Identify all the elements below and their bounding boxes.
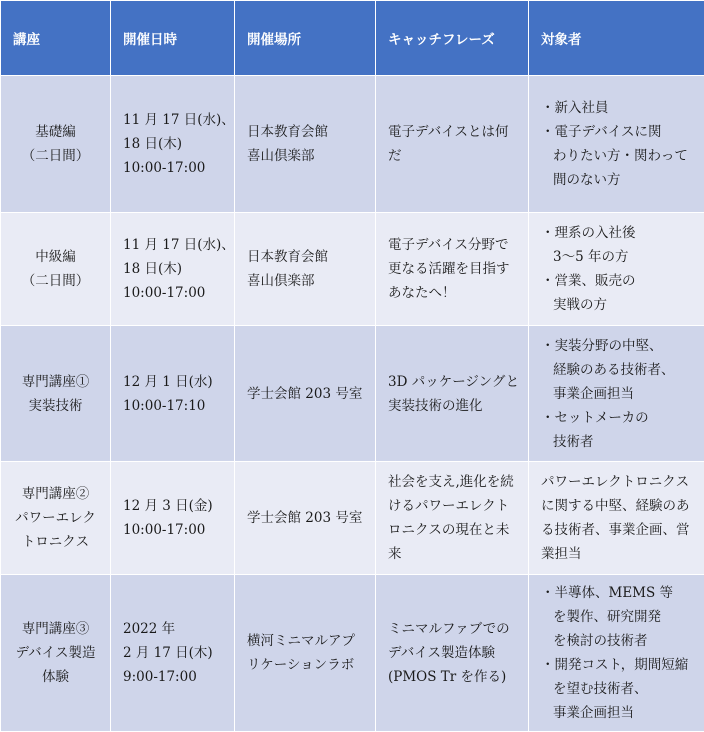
target-line: パワーエレクトロニクス: [541, 470, 696, 494]
catchphrase-line: 電子デバイスとは何: [388, 120, 520, 144]
header-venue: 開催場所: [235, 1, 376, 76]
target-bullet: [541, 96, 696, 120]
venue-line: 日本教育会館: [247, 245, 367, 269]
target-line: 技術者: [541, 430, 696, 454]
course-subtitle: パワーエレク: [7, 506, 104, 530]
target-line: ・ 電子デバイスに関: [541, 120, 696, 144]
target-line: ・ 新入社員: [541, 96, 696, 120]
venue-line: 日本教育会館: [247, 120, 367, 144]
table-row: [1, 326, 704, 462]
target-bullet: [541, 653, 696, 725]
target-line: に関する中堅、経験のあ: [541, 494, 696, 518]
venue-cell: [235, 213, 376, 326]
datetime-line: 10:00-17:10: [123, 394, 226, 418]
course-subtitle: 体験: [7, 665, 104, 689]
target-cell: [529, 326, 704, 462]
datetime-line: 2 月 17 日(木): [123, 641, 226, 665]
target-line: ・ セットメーカの: [541, 406, 696, 430]
target-cell: [529, 76, 704, 213]
catchphrase-line: デバイス製造体験: [388, 641, 520, 665]
catchphrase-line: ミニマルファブでの: [388, 617, 520, 641]
catchphrase-line: だ: [388, 144, 520, 168]
target-line: を製作、研究開発: [541, 605, 696, 629]
table-row: [1, 76, 704, 213]
target-bullet: [541, 334, 696, 406]
datetime-line: 10:00-17:00: [123, 281, 226, 305]
course-name: 基礎編: [7, 120, 104, 144]
datetime-line: 11 月 17 日(水)、: [123, 233, 226, 257]
course-name: 専門講座③: [7, 617, 104, 641]
course-duration: （二日間）: [7, 144, 104, 168]
catchphrase-line: 更なる活躍を目指す: [388, 257, 520, 281]
course-cell: [1, 575, 111, 732]
datetime-line: 11 月 17 日(水)、: [123, 108, 226, 132]
target-line: 業担当: [541, 542, 696, 566]
header-datetime: 開催日時: [111, 1, 235, 76]
target-line: ・ 開発コスト，期間短縮: [541, 653, 696, 677]
target-line: 3～5 年の方: [541, 245, 696, 269]
target-bullet: [541, 269, 696, 317]
catchphrase-line: 電子デバイス分野で: [388, 233, 520, 257]
venue-line: 学士会館 203 号室: [247, 382, 367, 406]
datetime-line: 10:00-17:00: [123, 156, 226, 180]
catchphrase-line: けるパワーエレクト: [388, 494, 520, 518]
datetime-line: 12 月 1 日(水): [123, 370, 226, 394]
catchphrase-line: あなたへ！: [388, 281, 520, 305]
venue-line: 学士会館 203 号室: [247, 506, 367, 530]
catchphrase-line: ロニクスの現在と未: [388, 518, 520, 542]
course-cell: [1, 326, 111, 462]
target-cell: [529, 575, 704, 732]
venue-line: 横河ミニマルアプ: [247, 629, 367, 653]
target-line: る技術者、事業企画、営: [541, 518, 696, 542]
target-line: ・ 営業、販売の: [541, 269, 696, 293]
table-row: [1, 213, 704, 326]
catchphrase-cell: [376, 213, 529, 326]
course-subtitle: 実装技術: [7, 394, 104, 418]
header-row: [1, 1, 704, 76]
datetime-line: 12 月 3 日(金): [123, 494, 226, 518]
datetime-line: 10:00-17:00: [123, 518, 226, 542]
catchphrase-line: 来: [388, 542, 520, 566]
course-name: 専門講座②: [7, 482, 104, 506]
course-cell: [1, 213, 111, 326]
table-row: [1, 575, 704, 732]
target-bullet: [541, 221, 696, 269]
catchphrase-line: (PMOS Tr を作る): [388, 665, 520, 689]
course-subtitle: デバイス製造: [7, 641, 104, 665]
target-line: ・ 理系の入社後: [541, 221, 696, 245]
catchphrase-cell: [376, 76, 529, 213]
target-cell: [529, 462, 704, 575]
header-catchphrase: キャッチフレーズ: [376, 1, 529, 76]
course-duration: （二日間）: [7, 269, 104, 293]
target-bullet: [541, 406, 696, 454]
venue-line: 喜山倶楽部: [247, 144, 367, 168]
datetime-cell: [111, 462, 235, 575]
venue-cell: [235, 326, 376, 462]
datetime-cell: [111, 326, 235, 462]
datetime-line: 9:00-17:00: [123, 665, 226, 689]
course-cell: [1, 462, 111, 575]
venue-cell: [235, 575, 376, 732]
venue-cell: [235, 76, 376, 213]
venue-cell: [235, 462, 376, 575]
datetime-line: 18 日(木): [123, 132, 226, 156]
catchphrase-cell: [376, 575, 529, 732]
datetime-cell: [111, 575, 235, 732]
header-target: 対象者: [529, 1, 704, 76]
venue-line: リケーションラボ: [247, 653, 367, 677]
target-line: 事業企画担当: [541, 701, 696, 725]
target-line: 事業企画担当: [541, 382, 696, 406]
target-line: 経験のある技術者、: [541, 358, 696, 382]
catchphrase-cell: [376, 462, 529, 575]
catchphrase-line: 実装技術の進化: [388, 394, 520, 418]
datetime-line: 2022 年: [123, 617, 226, 641]
target-line: ・ 実装分野の中堅、: [541, 334, 696, 358]
target-line: ・ 半導体、MEMS 等: [541, 581, 696, 605]
target-line: を検討の技術者: [541, 629, 696, 653]
target-bullet: [541, 120, 696, 192]
target-cell: [529, 213, 704, 326]
course-cell: [1, 76, 111, 213]
catchphrase-line: 3D パッケージングと: [388, 370, 520, 394]
course-subtitle: トロニクス: [7, 530, 104, 554]
datetime-cell: [111, 213, 235, 326]
target-line: わりたい方・関わって: [541, 144, 696, 168]
course-name: 中級編: [7, 245, 104, 269]
target-bullet: [541, 581, 696, 653]
venue-line: 喜山倶楽部: [247, 269, 367, 293]
catchphrase-line: 社会を支え,進化を続: [388, 470, 520, 494]
target-line: 間のない方: [541, 168, 696, 192]
header-course: 講座: [1, 1, 111, 76]
datetime-cell: [111, 76, 235, 213]
course-name: 専門講座①: [7, 370, 104, 394]
target-line: 実戦の方: [541, 293, 696, 317]
target-line: を望む技術者、: [541, 677, 696, 701]
catchphrase-cell: [376, 326, 529, 462]
table-row: [1, 462, 704, 575]
datetime-line: 18 日(木): [123, 257, 226, 281]
